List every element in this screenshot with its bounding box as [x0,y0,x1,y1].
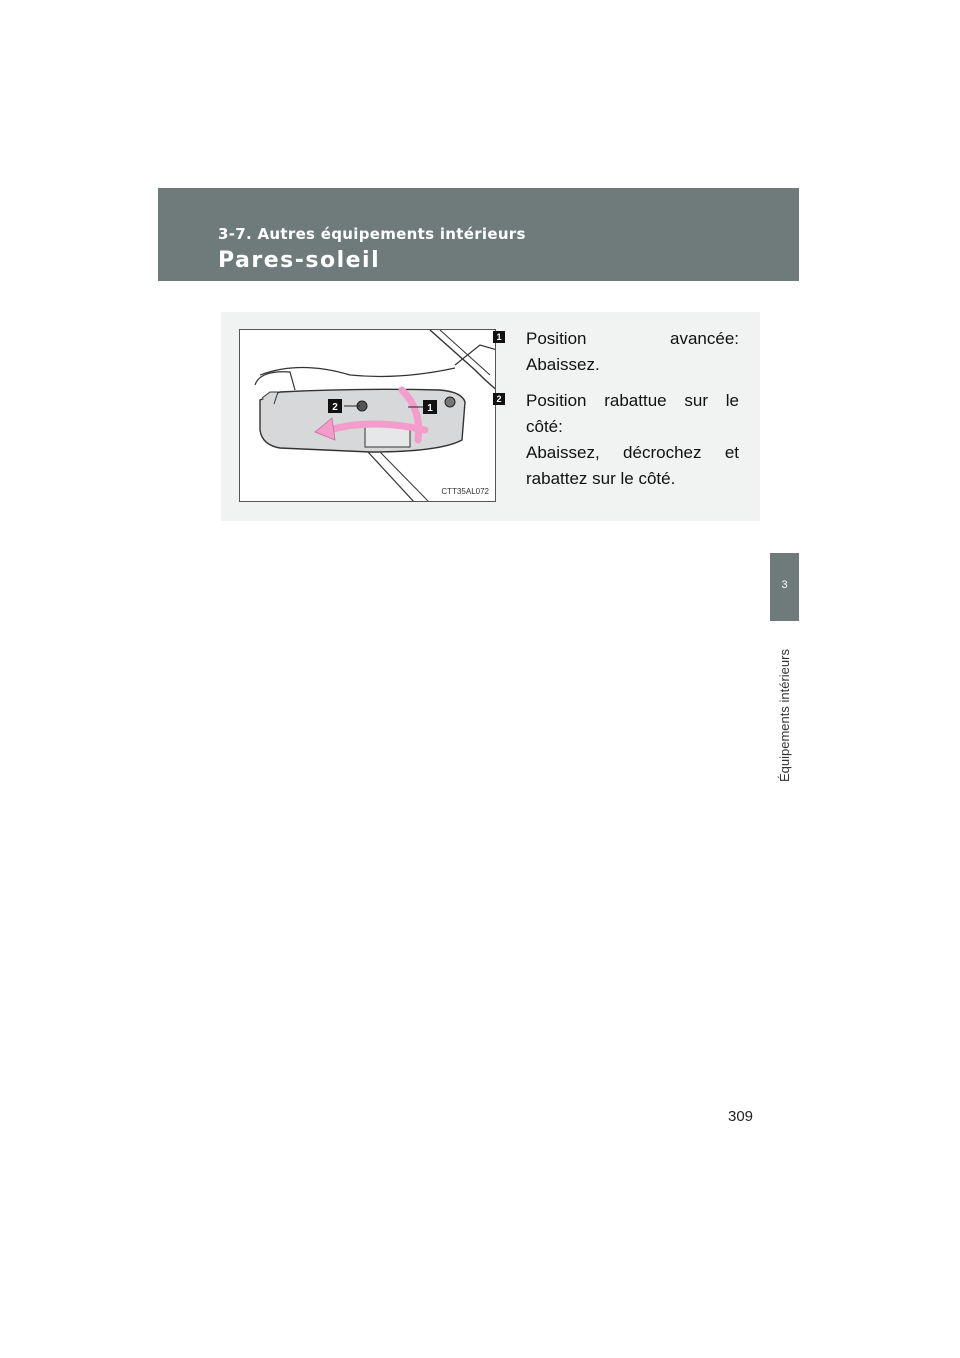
page-title: Pares-soleil [218,248,381,273]
step-text: rabattez sur le côté. [526,469,676,488]
sun-visor-illustration [239,329,496,502]
steps-list [493,326,739,502]
chapter-header [158,188,799,281]
page-number: 309 [728,1108,754,1125]
step-item-2 [493,388,739,492]
instruction-panel [221,312,760,521]
figure-code: CTT35AL072 [441,487,489,496]
step-text: Abaissez, décrochez et [526,443,739,462]
callout-2-label: 2 [332,402,338,413]
chapter-tab[interactable] [770,553,799,621]
step-badge: 2 [493,393,505,405]
sun-visor-drawing [240,330,496,502]
step-badge: 1 [493,331,505,343]
callout-1-label: 1 [427,403,433,414]
step-item-1 [493,326,739,378]
chapter-tab-number: 3 [781,579,788,591]
chapter-tab-caption: Équipements intérieurs [777,649,792,782]
step-text: Abaissez. [526,355,600,374]
step-text: Position avancée: [526,329,739,348]
step-text: Position rabattue sur le [526,391,739,410]
step-text: côté: [526,417,563,436]
section-label: 3-7. Autres équipements intérieurs [218,225,526,243]
